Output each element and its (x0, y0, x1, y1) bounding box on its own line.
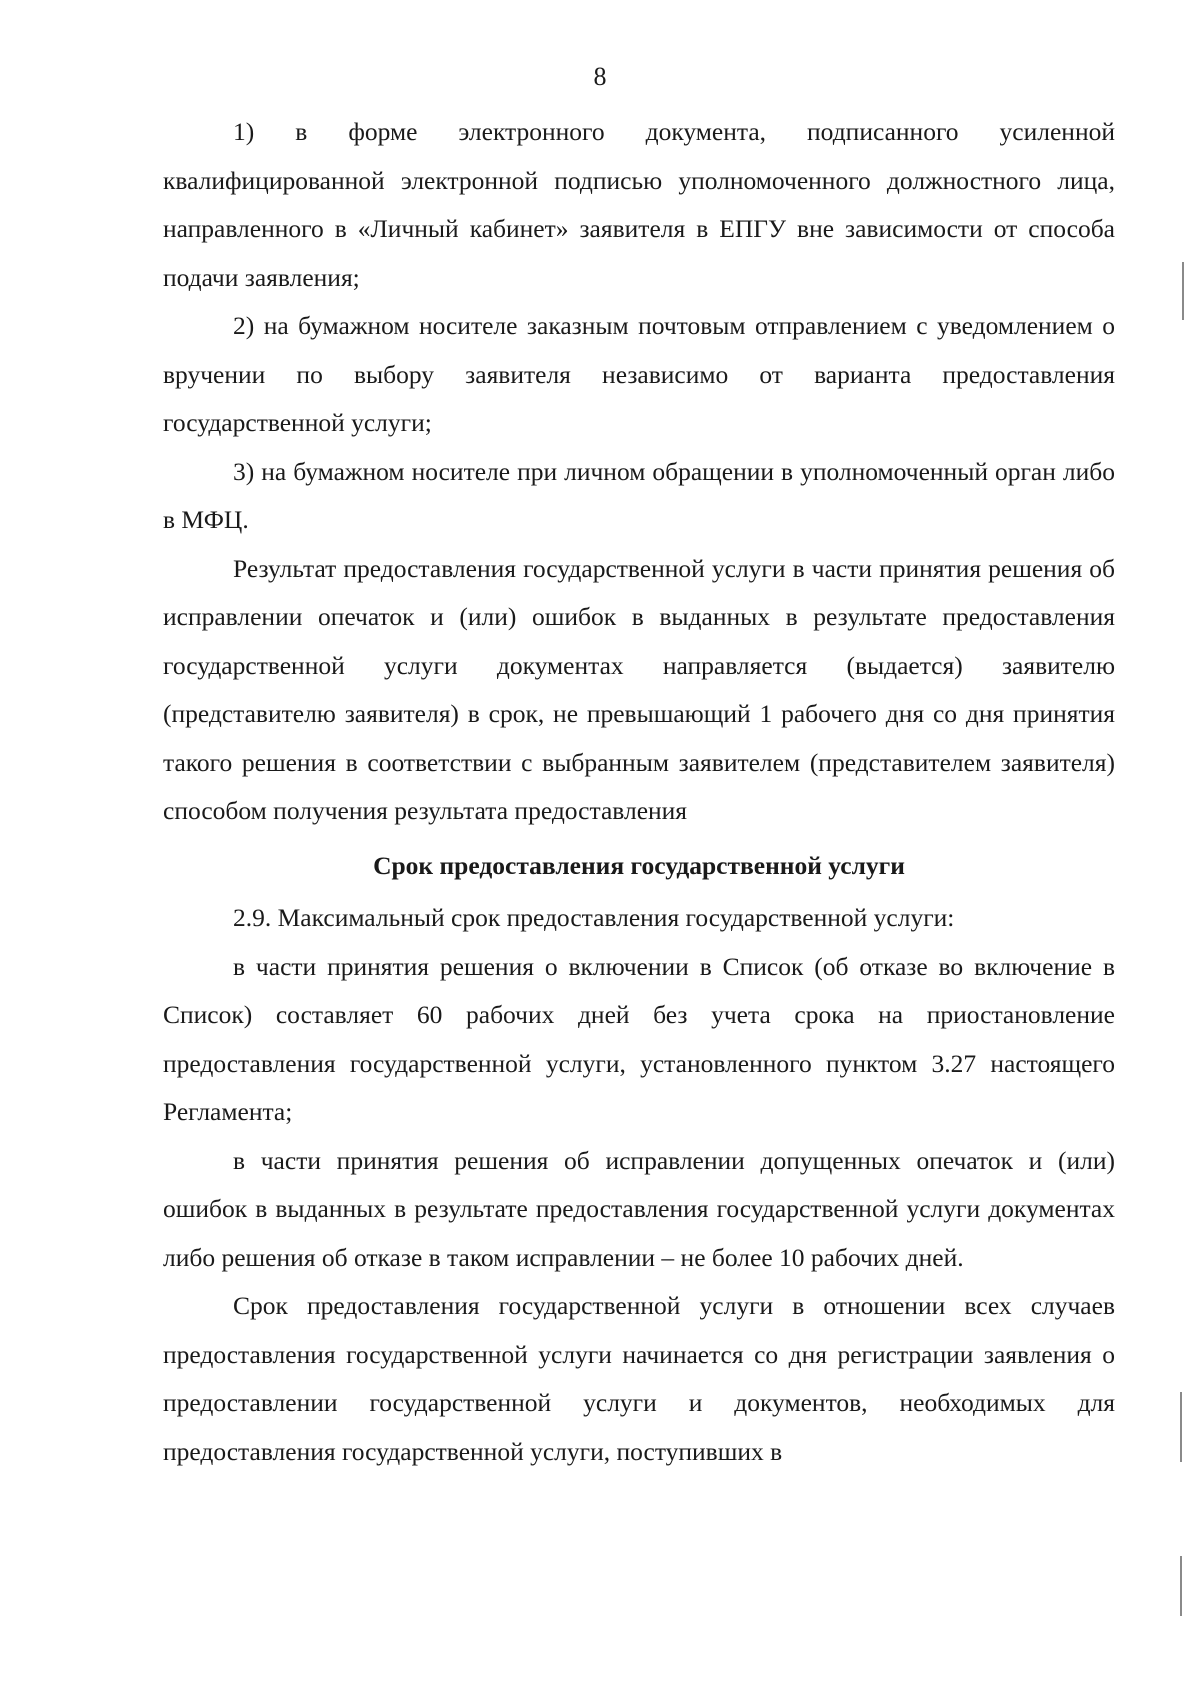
scan-edge-mark (1182, 262, 1184, 320)
paragraph-correction-term: в части принятия решения об исправлении допущенных опечаток и (или) ошибок в выданных в результате предоставления государственной услуги документах либо решения об отказе в таком исправлении – не более 10 рабочих дней. (163, 1145, 1115, 1272)
paragraph-correction-result: Результат предоставления государственной услуги в части принятия решения об исправлении опечаток и (или) ошибок в выданных в результате предоставления государственной услуги документах направляется (выдается) заявителю (представителю заявителя) в срок, не превышающий 1 рабочего дня со дня принятия такого решения в соответствии с выбранным заявителем (представителем заявителя) способом получения результата предоставления (163, 553, 1115, 825)
paragraph-max-term: 2.9. Максимальный срок предоставления государственной услуги: (233, 903, 955, 932)
list-item-electronic-document: 1) в форме электронного документа, подписанного усиленной квалифицированной электронной подписью уполномоченного должностного лица, направленного в «Личный кабинет» заявителя в ЕПГУ вне зависимости от способа подачи заявления; (163, 117, 1115, 292)
document-body (163, 108, 1115, 1476)
list-item-registered-mail: 2) на бумажном носителе заказным почтовым отправлением с уведомлением о вручении по выбору заявителя независимо от варианта предоставления государственной услуги; (163, 311, 1115, 437)
page-number: 8 (593, 62, 607, 91)
section-heading: Срок предоставления государственной услуги (373, 850, 905, 880)
scan-edge-mark (1180, 1556, 1182, 1616)
list-item-personal-visit: 3) на бумажном носителе при личном обращении в уполномоченный орган либо в МФЦ. (163, 456, 1115, 534)
paragraph-inclusion-term: в части принятия решения о включении в Список (об отказе во включение в Список) составляет 60 рабочих дней без учета срока на приостановление предоставления государственной услуги, установленного пунктом 3.27 настоящего Регламента; (163, 951, 1115, 1126)
paragraph-term-start: Срок предоставления государственной услуги в отношении всех случаев предоставления государственной услуги начинается со дня регистрации заявления о предоставлении государственной услуги и документов, необходимых для предоставления государственной услуги, поступивших в (163, 1291, 1115, 1466)
scan-edge-mark (1180, 1392, 1182, 1462)
